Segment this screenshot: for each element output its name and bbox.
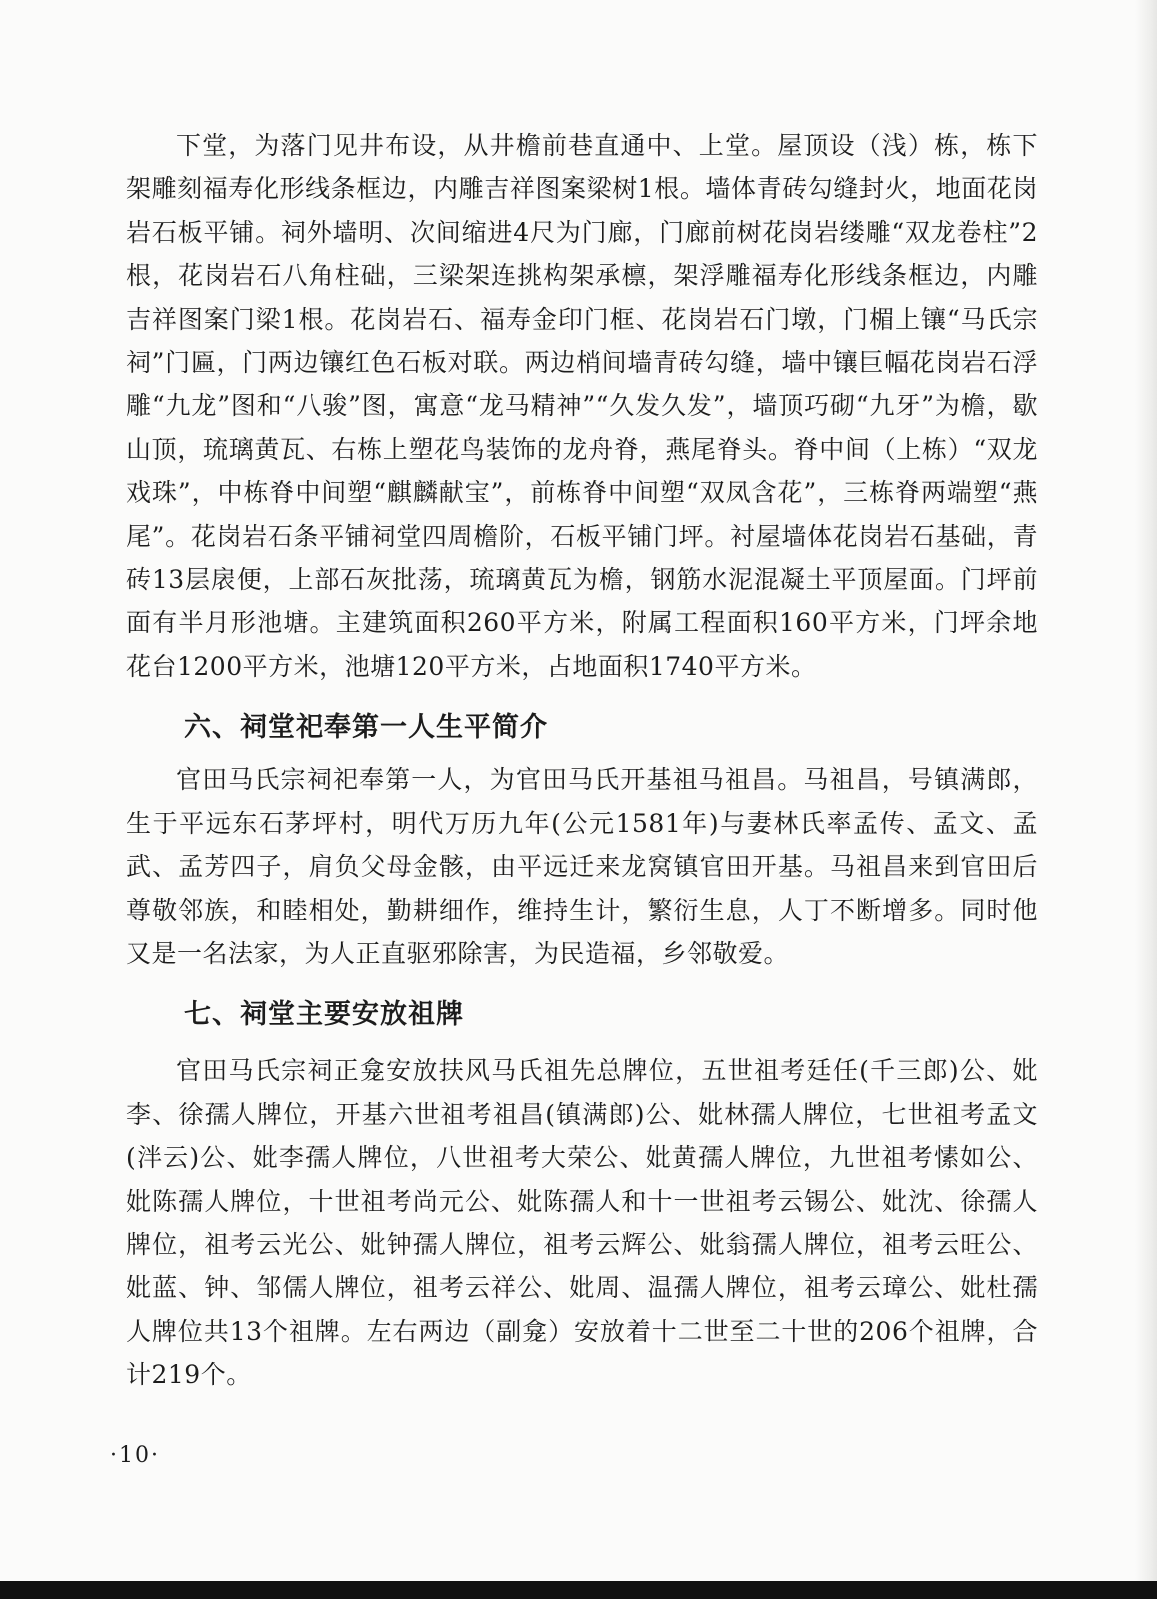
- scan-edge-shadow: [1135, 0, 1157, 1599]
- scan-bottom-border: [0, 1581, 1157, 1599]
- page-number: ·10·: [110, 1443, 160, 1468]
- page-content: [126, 124, 1038, 1397]
- paragraph-first-ancestor: 官田马氏宗祠祀奉第一人，为官田马氏开基祖马祖昌。马祖昌，号镇满郎，生于平远东石茅坪村，明代万历九年(公元1581年)与妻林氏率孟传、孟文、孟武、孟芳四子，肩负父母金骸，由平远迁来龙窝镇官田开基。马祖昌来到官田后尊敬邻族，和睦相处，勤耕细作，维持生计，繁衍生息，人丁不断增多。同时他又是一名法家，为人正直驱邪除害，为民造福，乡邻敬爱。: [126, 765, 1038, 968]
- paragraph-ancestral-tablets: 官田马氏宗祠正龛安放扶风马氏祖先总牌位，五世祖考廷任(千三郎)公、妣李、徐孺人牌位，开基六世祖考祖昌(镇满郎)公、妣林孺人牌位，七世祖考孟文(泮云)公、妣李孺人牌位，八世祖考大荣公、妣黄孺人牌位，九世祖考愫如公、妣陈孺人牌位，十世祖考尚元公、妣陈孺人和十一世祖考云锡公、妣沈、徐孺人牌位，祖考云光公、妣钟孺人牌位，祖考云辉公、妣翁孺人牌位，祖考云旺公、妣蓝、钟、邹儒人牌位，祖考云祥公、妣周、温孺人牌位，祖考云璋公、妣杜孺人牌位共13个祖牌。左右两边（副龛）安放着十二世至二十世的206个祖牌，合计219个。: [126, 1056, 1038, 1390]
- paragraph-lower-hall: 下堂，为落门见井布设，从井檐前巷直通中、上堂。屋顶设（浅）栋，栋下架雕刻福寿化形线条框边，内雕吉祥图案梁树1根。墙体青砖勾缝封火，地面花岗岩石板平铺。祠外墙明、次间缩进4尺为门廊，门廊前树花岗岩缕雕“双龙卷柱”2根，花岗岩石八角柱础，三梁架连挑构架承檩，架浮雕福寿化形线条框边，内雕吉祥图案门梁1根。花岗岩石、福寿金印门框、花岗岩石门墩，门楣上镶“马氏宗祠”门匾，门两边镶红色石板对联。两边梢间墙青砖勾缝，墙中镶巨幅花岗岩石浮雕“九龙”图和“八骏”图，寓意“龙马精神”“久发久发”，墙顶巧砌“九牙”为檐，歇山顶，琉璃黄瓦、右栋上塑花鸟装饰的龙舟脊，燕尾脊头。脊中间（上栋）“双龙戏珠”，中栋脊中间塑“麒麟献宝”，前栋脊中间塑“双凤含花”，三栋脊两端塑“燕尾”。花岗岩石条平铺祠堂四周檐阶，石板平铺门坪。衬屋墙体花岗岩石基础，青砖13层扆便，上部石灰批荡，琉璃黄瓦为檐，钢筋水泥混凝土平顶屋面。门坪前面有半月形池塘。主建筑面积260平方米，附属工程面积160平方米，门坪余地花台1200平方米，池塘120平方米，占地面积1740平方米。: [126, 131, 1038, 681]
- section-heading-7: 七、祠堂主要安放祖牌: [184, 999, 464, 1031]
- section-heading-6: 六、祠堂祀奉第一人生平简介: [184, 712, 548, 744]
